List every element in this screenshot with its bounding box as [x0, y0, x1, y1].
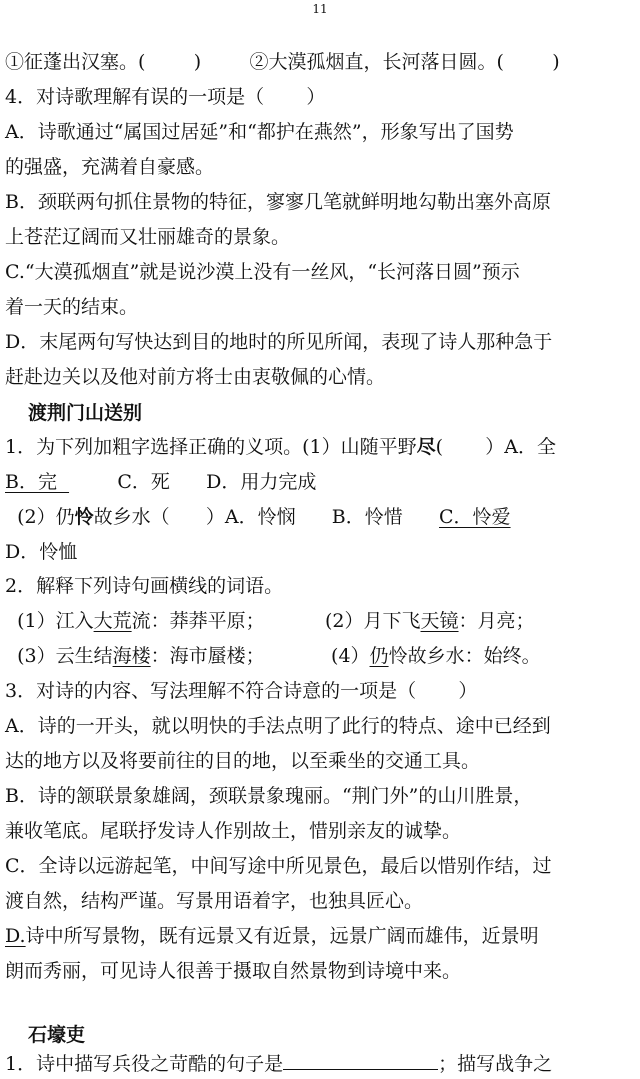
poem-title-shihaoli: 石壕吏 — [28, 1024, 86, 1046]
p3-q1-text: 1．诗中描写兵役之苛酷的句子是 — [5, 1053, 284, 1075]
p2-q1-choices-cd: C．死 D．用力完成 — [69, 471, 317, 493]
q2-1-text: (1）江入 — [5, 610, 94, 632]
option-c-line-1: C.“大漠孤烟直”就是说沙漠上没有一丝风，“长河落日圆”预示 — [5, 261, 520, 283]
q2-1-answer: 流：莽莽平原； (2）月下飞 — [131, 610, 421, 632]
p2-option-b-line-1: B．诗的颔联景象雄阔，颈联景象瑰丽。“荆门外”的山川胜景， — [5, 785, 533, 807]
answer-d-marker: D. — [5, 925, 26, 947]
p2-q1-sub2: (2）仍 — [5, 506, 75, 528]
fill-in-blank[interactable] — [283, 1051, 438, 1070]
p2-q2-row-2 — [5, 641, 635, 671]
option-d-line-1: D．末尾两句写快达到目的地时的所见所闻，表现了诗人那种急于 — [5, 331, 553, 353]
p2-option-d-text: 诗中所写景物，既有远景又有近景，远景广阔而雄伟，近景明 — [25, 925, 539, 947]
p3-q1-text-cont: ；描写战争之 — [438, 1053, 553, 1075]
bold-char-jin: 尽 — [416, 436, 436, 458]
question-4-stem: 4．对诗歌理解有误的一项是（ ） — [5, 86, 326, 108]
underline-reng: 仍 — [369, 645, 389, 667]
option-a-line-1: A．诗歌通过“属国过居延”和“都护在燕然”，形象写出了国势 — [5, 121, 514, 143]
q2-4-answer: 怜故乡水：始终。 — [388, 645, 541, 667]
p2-q1-sub2-choices: 故乡水（ ）A．怜悯 B．怜惜 — [93, 506, 440, 528]
p2-option-c-line-2: 渡自然，结构严谨。写景用语着字，也独具匠心。 — [5, 890, 424, 912]
p2-q2-row-1 — [5, 606, 635, 636]
p2-option-b-line-2: 兼收笔底。尾联抒发诗人作别故土，惜别亲友的诚挚。 — [5, 820, 462, 842]
p2-option-a-line-2: 达的地方以及将要前往的目的地，以至乘坐的交通工具。 — [5, 750, 481, 772]
p2-option-a-line-1: A．诗的一开头，就以明快的手法点明了此行的特点、途中已经到 — [5, 715, 551, 737]
p2-q2-stem: 2．解释下列诗句画横线的词语。 — [5, 575, 284, 597]
item-1: ①征蓬出汉塞。( ) — [5, 51, 202, 73]
q2-3-answer: ：海市蜃楼； (4） — [150, 645, 370, 667]
option-d-line-2: 赶赴边关以及他对前方将士由衷敬佩的心情。 — [5, 366, 386, 388]
option-c-line-2: 着一天的结束。 — [5, 296, 139, 318]
q-prev-items — [5, 47, 635, 77]
option-a-line-2: 的强盛，充满着自豪感。 — [5, 156, 215, 178]
p2-q1-line-2 — [5, 467, 635, 497]
p3-q1-line — [5, 1049, 635, 1079]
page-number: 11 — [312, 2, 328, 16]
item-2: ②大漠孤烟直，长河落日圆。( ) — [249, 51, 560, 73]
underline-hailou: 海楼 — [112, 645, 151, 667]
p2-q1-line-1 — [5, 432, 635, 462]
bold-char-lian: 怜 — [74, 506, 94, 528]
p2-option-d-line-1 — [5, 921, 635, 951]
p2-q1-line-4: D．怜恤 — [5, 541, 78, 563]
option-b-line-2: 上苍茫辽阔而又壮丽雄奇的景象。 — [5, 226, 291, 248]
p2-q1-line-3 — [5, 502, 635, 532]
p2-q1-text: 1．为下列加粗字选择正确的义项。(1）山随平野 — [5, 436, 417, 458]
option-b-line-1: B．颈联两句抓住景物的特征，寥寥几笔就鲜明地勾勒出塞外高原 — [5, 191, 551, 213]
q2-2-answer: ：月亮； — [458, 610, 535, 632]
p2-option-c-line-1: C．全诗以远游起笔，中间写途中所见景色，最后以惜别作结，过 — [5, 855, 552, 877]
underline-dahuang: 大荒 — [93, 610, 132, 632]
answer-b-wan: B．完 — [5, 471, 70, 493]
underline-tianjing: 天镜 — [420, 610, 459, 632]
q2-3-text: (3）云生结 — [5, 645, 113, 667]
answer-c-lianai: C．怜爱 — [439, 506, 511, 528]
p2-q3-stem: 3．对诗的内容、写法理解不符合诗意的一项是（ ） — [5, 680, 478, 702]
p2-option-d-line-2: 朗而秀丽，可见诗人很善于摄取自然景物到诗境中来。 — [5, 960, 462, 982]
p2-q1-choice-a: ( ）A．全 — [435, 436, 557, 458]
poem-title-jingmen: 渡荆门山送别 — [28, 402, 143, 424]
